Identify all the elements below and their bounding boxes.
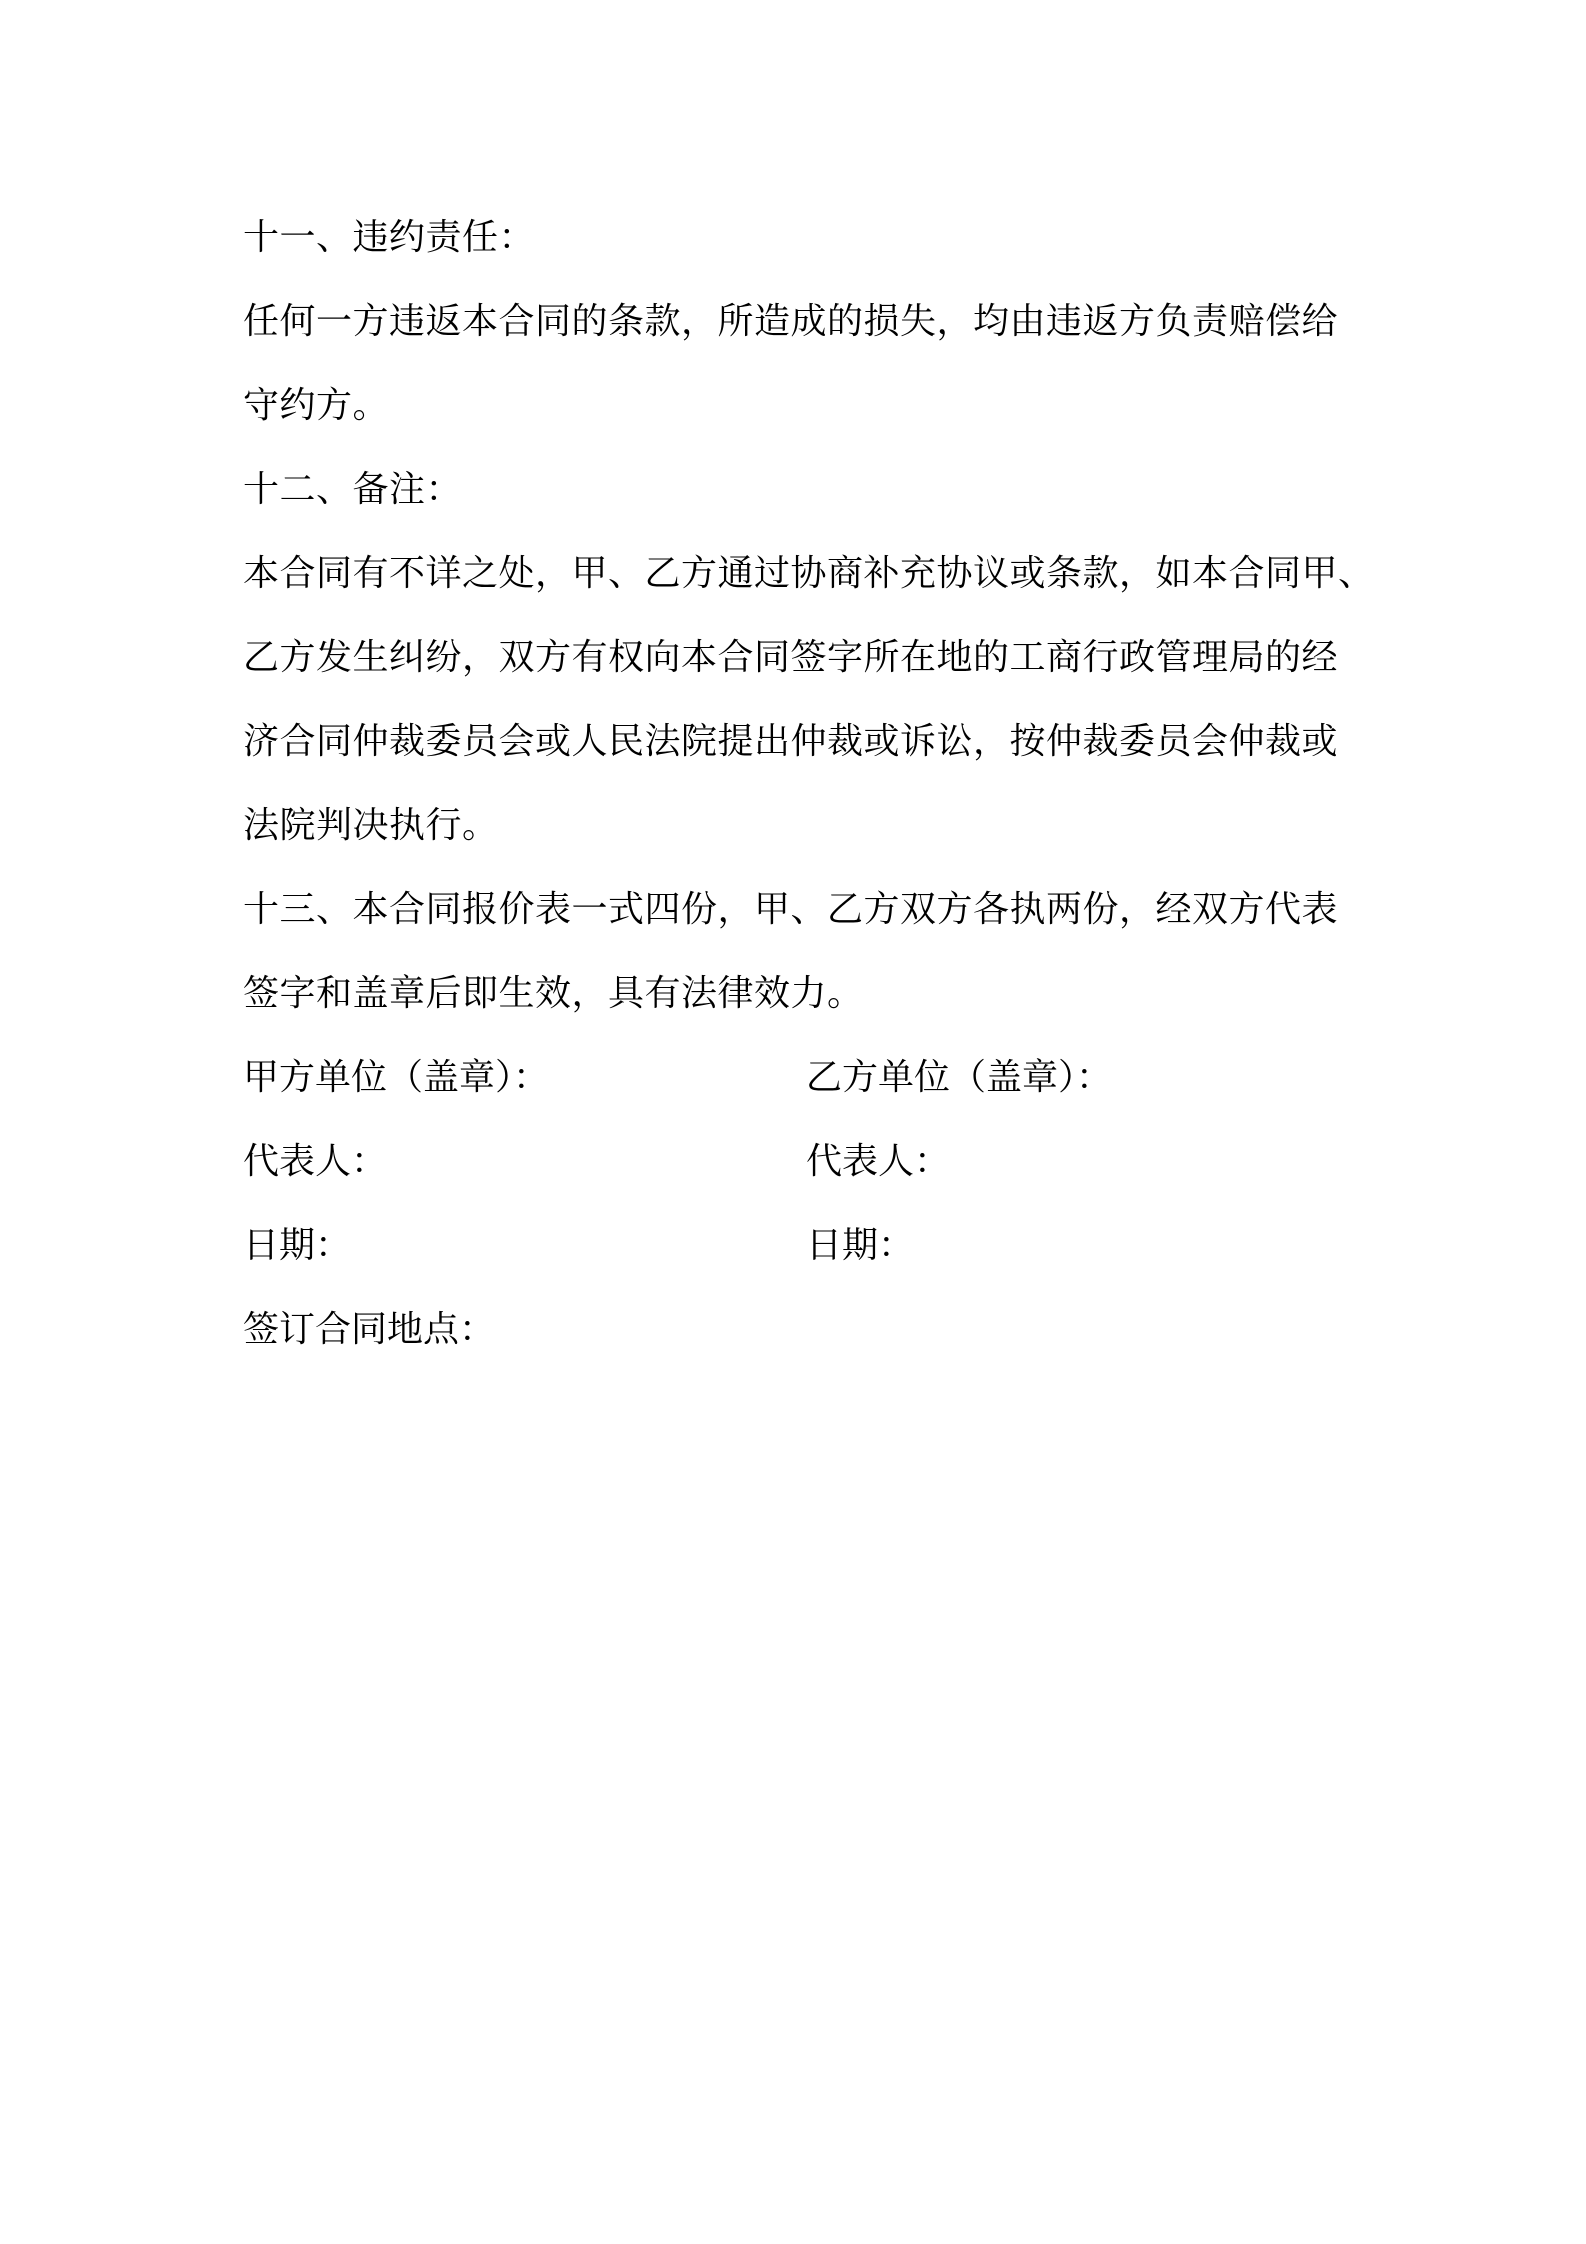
- signing-location-label: 签订合同地点：: [243, 1309, 496, 1350]
- paragraph-line: 本合同有不详之处，甲、乙方通过协商补充协议或条款，如本合同甲、: [243, 553, 1375, 594]
- contract-body: [243, 196, 1375, 1372]
- paragraph-line: 乙方发生纠纷，双方有权向本合同签字所在地的工商行政管理局的经: [243, 637, 1339, 678]
- section-copies-line: 签字和盖章后即生效，具有法律效力。: [243, 973, 864, 1014]
- party-b-unit-label: 乙方单位（盖章）：: [806, 1057, 1113, 1098]
- paragraph-line: 守约方。: [243, 385, 390, 426]
- signature-unit-row: [243, 1036, 1355, 1120]
- party-a-representative-label: 代表人：: [243, 1141, 388, 1182]
- party-a-unit-label: 甲方单位（盖章）：: [243, 1057, 550, 1098]
- signature-representative-row: [243, 1120, 1355, 1204]
- party-b-representative-label: 代表人：: [806, 1141, 951, 1182]
- section-breach-heading: 十一、违约责任：: [243, 217, 536, 258]
- section-copies-line: 十三、本合同报价表一式四份，甲、乙方双方各执两份，经双方代表: [243, 889, 1339, 930]
- section-remarks-heading: 十二、备注：: [243, 469, 463, 510]
- signing-location-row: [243, 1288, 1355, 1372]
- paragraph-line: 任何一方违返本合同的条款，所造成的损失，均由违返方负责赔偿给: [243, 301, 1339, 342]
- paragraph-line: 济合同仲裁委员会或人民法院提出仲裁或诉讼，按仲裁委员会仲裁或: [243, 721, 1339, 762]
- paragraph-line: 法院判决执行。: [243, 805, 499, 846]
- party-b-date-label: 日期：: [806, 1225, 915, 1266]
- signature-date-row: [243, 1204, 1355, 1288]
- party-a-date-label: 日期：: [243, 1225, 352, 1266]
